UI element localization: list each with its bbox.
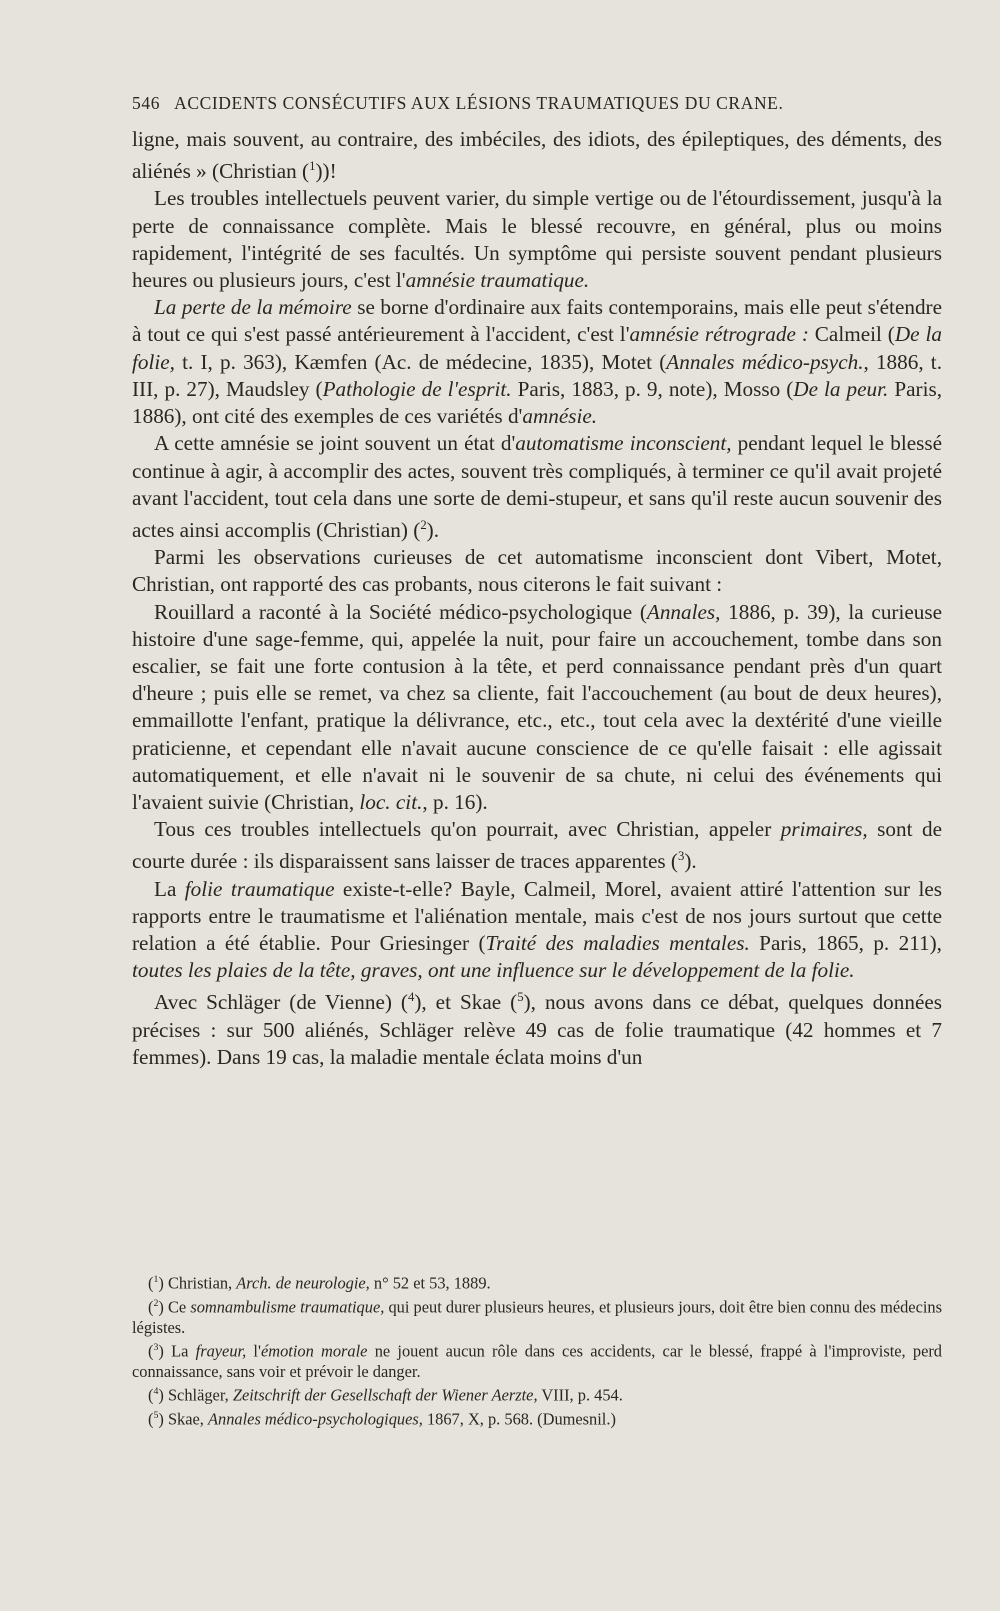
text-run: ligne, mais souvent, au contraire, des imbéciles, des idiots, des épileptiques, des déments, des aliénés » (Christian ( bbox=[132, 127, 942, 184]
text-run: Tous ces troubles intellectuels qu'on pourrait, avec Christian, appeler bbox=[154, 817, 781, 842]
text-run: ), nous avons dans ce débat, quelques données précises : sur 500 aliénés, Schläger relève 49 cas de folie traumatique (42 hommes et 7 femmes). Dans 19 cas, la maladie mentale éclata moins d'un bbox=[132, 990, 942, 1069]
text-run: ( bbox=[148, 1341, 154, 1361]
italic-text: loc. cit. bbox=[359, 790, 423, 814]
italic-text: Arch. de neurologie, bbox=[236, 1273, 370, 1293]
footnote bbox=[132, 1382, 942, 1406]
text-run: sont de courte durée : ils disparaissent sans laisser de traces apparentes ( bbox=[132, 817, 943, 874]
footnote-ref: 2 bbox=[420, 517, 427, 532]
text-run: , 1886, t. III, p. 27), Maudsley ( bbox=[132, 349, 942, 401]
italic-text: toutes les plaies de la tête, graves, ont une influence sur le développement de la folie. bbox=[132, 958, 855, 983]
footnote-ref: 2 bbox=[153, 1297, 159, 1309]
italic-text: automatisme inconscient, bbox=[515, 431, 732, 456]
italic-text: De la peur. bbox=[793, 376, 889, 401]
paragraph bbox=[132, 599, 942, 817]
text-run: ( bbox=[148, 1409, 154, 1429]
paragraph bbox=[132, 984, 942, 1071]
text-run: n° 52 et 53, 1889. bbox=[369, 1273, 491, 1293]
text-run: VIII, p. 454. bbox=[537, 1385, 623, 1405]
text-run: 1867, X, p. 568. (Dumesnil.) bbox=[422, 1409, 616, 1429]
footnote bbox=[132, 1270, 942, 1294]
italic-text: somnambulisme traumatique, bbox=[190, 1297, 385, 1317]
text-run: t. I, p. 363), Kæmfen (Ac. de médecine, 1835), Motet ( bbox=[174, 349, 667, 374]
text-run: pendant lequel le blessé continue à agir, à accomplir des actes, souvent très compliqués, à terminer ce qu'il avait projeté avant l'accident, tout cela dans une sorte de demi-stupeur, et sans qu'il reste aucun souvenir des actes ainsi accomplis (Christian) ( bbox=[132, 431, 943, 542]
text-run: ). bbox=[426, 517, 440, 542]
italic-text: amnésie. bbox=[522, 404, 598, 429]
paragraph bbox=[132, 876, 942, 985]
text-run: ) Skae, bbox=[158, 1409, 209, 1429]
text-run: ). bbox=[684, 849, 697, 874]
paragraph bbox=[132, 816, 942, 875]
body-text bbox=[132, 126, 942, 1071]
text-run: Les troubles intellectuels peuvent varier, du simple vertige ou de l'étourdissement, jusqu'à la perte de connaissance complète. Mais le blessé recouvre, en général, plus ou moins rapidement, l'intégrité de ses facultés. Un symptôme qui persiste souvent pendant plusieurs heures ou plusieurs jours, c'est l' bbox=[132, 186, 942, 293]
text-run: ( bbox=[148, 1385, 154, 1405]
footnote-ref: 1 bbox=[309, 159, 316, 174]
paragraph bbox=[132, 430, 942, 544]
text-run: existe-t-elle? Bayle, Calmeil, Morel, avaient attiré l'attention sur les rapports entre le traumatisme et l'aliénation mentale, mais c'est de nos jours surtout que cette relation a été établie. Pour Griesinger ( bbox=[132, 876, 942, 956]
footnote-ref: 4 bbox=[407, 990, 415, 1005]
text-run: , p. 16). bbox=[422, 790, 488, 814]
text-run: 1886, p. 39), la curieuse histoire d'une sage-femme, qui, appelée la nuit, pour faire un accouchement, tombe dans son escalier, se fait une forte contusion à la tête, et perd connaissance pendant près d'un quart d'heure ; puis elle se remet, va chez sa cliente, fait l'accouchement (au bout de deux heures), emmaillotte l'enfant, pratique la délivrance, etc., etc., tout cela avec la dextérité d'une vieille praticienne, et cependant elle n'avait aucune conscience de ce qu'elle faisait : elle agissait automatiquement, et elle n'avait ni le souvenir de sa chute, ni celui des événements qui l'avaient suivie (Christian, bbox=[132, 599, 943, 814]
text-run: ) Christian, bbox=[158, 1273, 237, 1293]
text-run: ( bbox=[148, 1273, 154, 1293]
text-run: La bbox=[154, 876, 185, 901]
text-run: ) Ce bbox=[158, 1297, 191, 1317]
text-run: l' bbox=[246, 1341, 261, 1361]
italic-text: Annales, bbox=[646, 599, 721, 624]
text-run: A cette amnésie se joint souvent un état d' bbox=[154, 431, 516, 456]
italic-text: Traité des maladies mentales. bbox=[485, 931, 750, 956]
paragraph bbox=[132, 544, 942, 598]
footnote-ref: 5 bbox=[517, 990, 524, 1005]
page-number: 546 bbox=[132, 93, 161, 113]
italic-text: La perte de la mémoire bbox=[154, 295, 352, 320]
paragraph bbox=[132, 126, 942, 185]
footnote bbox=[132, 1406, 942, 1430]
text-run: qui peut durer plusieurs heures, et plusieurs jours, doit être bien connu des médecins légistes. bbox=[132, 1297, 942, 1337]
footnote bbox=[132, 1338, 942, 1382]
text-run: Parmi les observations curieuses de cet automatisme inconscient dont Vibert, Motet, Christian, ont rapporté des cas probants, nous citerons le fait suivant : bbox=[132, 545, 942, 597]
footnote-ref: 4 bbox=[153, 1386, 159, 1398]
text-run: ne jouent aucun rôle dans ces accidents, car le blessé, frappé à l'improviste, perd connaissance, sans voir et prévoir le danger. bbox=[132, 1341, 942, 1382]
text-run: Paris, 1865, p. 211), bbox=[749, 931, 942, 956]
footnote-ref: 3 bbox=[153, 1342, 159, 1354]
italic-text: folie traumatique bbox=[184, 876, 335, 901]
italic-text: amnésie rétrograde : bbox=[629, 322, 809, 347]
italic-text: Zeitschrift der Gesellschaft der Wiener Aerzte, bbox=[232, 1385, 538, 1405]
text-run: Paris, 1883, p. 9, note), Mosso ( bbox=[511, 376, 794, 401]
text-run: ) Schläger, bbox=[158, 1385, 233, 1405]
italic-text: primaires, bbox=[780, 817, 868, 842]
footnote bbox=[132, 1294, 942, 1338]
text-run: Rouillard a raconté à la Société médico-psychologique ( bbox=[154, 599, 647, 624]
footnote-ref: 1 bbox=[153, 1274, 159, 1285]
text-run: Calmeil ( bbox=[808, 322, 895, 347]
italic-text: Annales médico-psych. bbox=[666, 349, 864, 374]
footnote-ref: 5 bbox=[153, 1410, 159, 1422]
text-run: Avec Schläger (de Vienne) ( bbox=[154, 990, 408, 1015]
text-run: ( bbox=[148, 1297, 154, 1317]
running-header bbox=[132, 93, 892, 114]
italic-text: amnésie traumatique. bbox=[405, 268, 590, 293]
text-run: ) La bbox=[158, 1341, 196, 1361]
text-run: ), et Skae ( bbox=[414, 990, 518, 1015]
paragraph bbox=[132, 185, 942, 294]
italic-text: De la folie, bbox=[132, 322, 942, 374]
paragraph bbox=[132, 294, 942, 430]
running-title: ACCIDENTS CONSÉCUTIFS AUX LÉSIONS TRAUMATIQUES DU CRANE. bbox=[174, 93, 784, 113]
text-run: Paris, 1886), ont cité des exemples de ces variétés d' bbox=[132, 376, 943, 429]
footnote-ref: 3 bbox=[677, 849, 685, 864]
text-run: ))! bbox=[315, 159, 337, 184]
italic-text: Annales médico-psychologiques, bbox=[208, 1409, 423, 1429]
footnotes bbox=[132, 1270, 942, 1430]
italic-text: frayeur, bbox=[195, 1341, 247, 1361]
italic-text: Pathologie de l'esprit. bbox=[322, 376, 512, 401]
italic-text: émotion morale bbox=[260, 1341, 368, 1361]
text-run: se borne d'ordinaire aux faits contemporains, mais elle peut s'étendre à tout ce qui s'est passé antérieurement à l'accident, c'est l' bbox=[132, 295, 942, 347]
